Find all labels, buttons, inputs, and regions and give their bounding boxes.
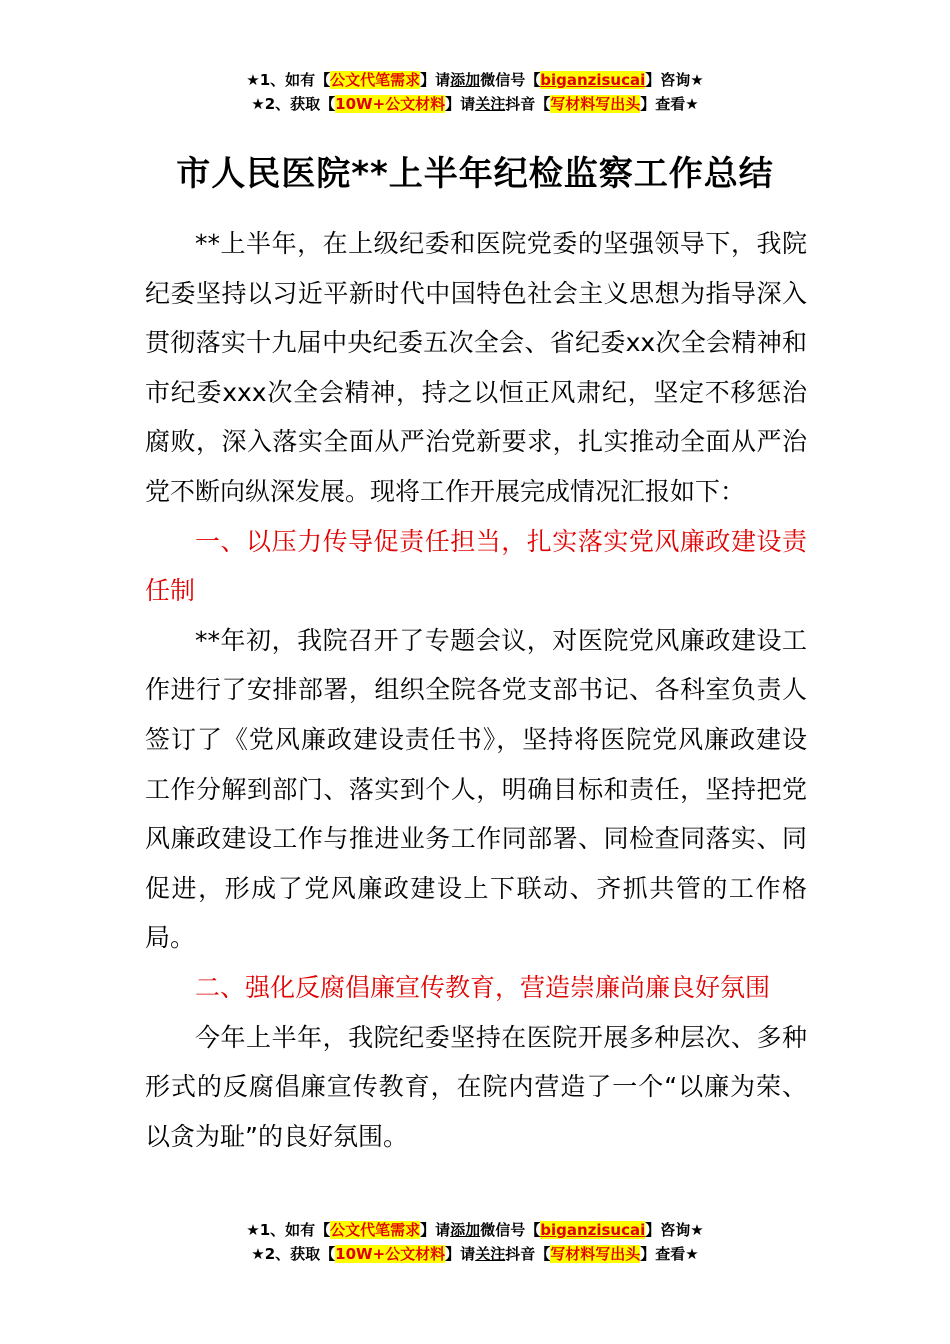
paragraph-intro: **上半年，在上级纪委和医院党委的坚强领导下，我院纪委坚持以习近平新时代中国特色社会主义思想为指导深入贯彻落实十九届中央纪委五次全会、省纪委xx次全会精神和市纪委xxx次全会精神，持之以恒正风肃纪，坚定不移惩治腐败，深入落实全面从严治党新要求，扎实推动全面从严治党不断向纵深发展。现将工作开展完成情况汇报如下： <box>145 229 807 506</box>
highlight-douyin: 写材料写出头 <box>550 1245 641 1263</box>
paragraph-section-2: 今年上半年，我院纪委坚持在医院开展多种层次、多种形式的反腐倡廉宣传教育，在院内营造了一个“以廉为荣、以贪为耻”的良好氛围。 <box>145 1022 807 1151</box>
banner-line-2: ★2、获取【10W+公文材料】请关注抖音【写材料写出头】查看★ <box>251 95 699 113</box>
highlight-materials: 10W+公文材料 <box>335 1245 446 1263</box>
top-banner <box>0 68 950 116</box>
banner-line-1: ★1、如有【公文代笔需求】请添加微信号【biganzisucai】咨询★ <box>246 71 704 89</box>
star-icon: ★ <box>685 95 699 113</box>
star-icon: ★ <box>251 1245 265 1263</box>
banner-line-1: ★1、如有【公文代笔需求】请添加微信号【biganzisucai】咨询★ <box>246 1221 704 1239</box>
paragraph-section-1: **年初，我院召开了专题会议，对医院党风廉政建设工作进行了安排部署，组织全院各党支部书记、各科室负责人签订了《党风廉政建设责任书》，坚持将医院党风廉政建设工作分解到部门、落实到个人，明确目标和责任，坚持把党风廉政建设工作与推进业务工作同部署、同检查同落实、同促进，形成了党风廉政建设上下联动、齐抓共管的工作格局。 <box>145 625 807 953</box>
document-title: 市人民医院**上半年纪检监察工作总结 <box>176 154 774 194</box>
section-heading-2: 二、强化反腐倡廉宣传教育，营造崇廉尚廉良好氛围 <box>195 972 771 1002</box>
highlight-wechat-id: biganzisucai <box>540 71 646 89</box>
bottom-banner <box>0 1218 950 1266</box>
star-icon: ★ <box>685 1245 699 1263</box>
highlight-wechat-id: biganzisucai <box>540 1221 646 1239</box>
highlight-service: 公文代笔需求 <box>330 71 421 89</box>
highlight-douyin: 写材料写出头 <box>550 95 641 113</box>
highlight-service: 公文代笔需求 <box>330 1221 421 1239</box>
star-icon: ★ <box>251 95 265 113</box>
star-icon: ★ <box>246 71 260 89</box>
highlight-materials: 10W+公文材料 <box>335 95 446 113</box>
star-icon: ★ <box>690 71 704 89</box>
star-icon: ★ <box>246 1221 260 1239</box>
section-heading-1: 一、以压力传导促责任担当，扎实落实党风廉政建设责任制 <box>145 526 807 606</box>
document-body <box>145 219 807 1161</box>
star-icon: ★ <box>690 1221 704 1239</box>
banner-line-2: ★2、获取【10W+公文材料】请关注抖音【写材料写出头】查看★ <box>251 1245 699 1263</box>
